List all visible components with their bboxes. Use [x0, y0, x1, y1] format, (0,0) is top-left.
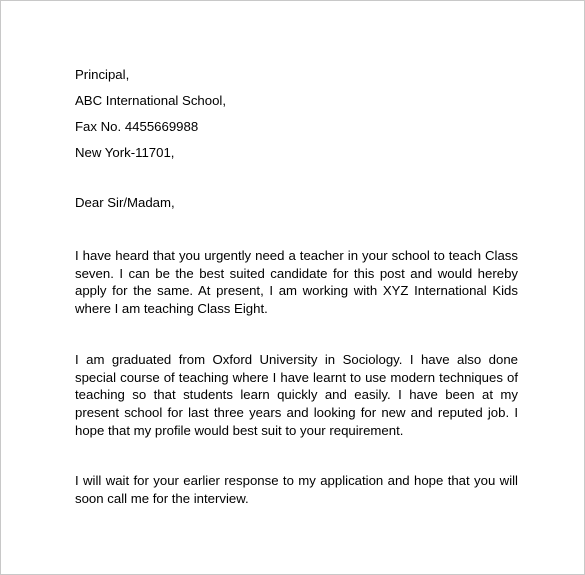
paragraph-intro: I have heard that you urgently need a teacher in your school to teach Class seven. I can be the best suited candidate for this post and would hereby apply for the same. At present, I am working with XYZ International Kids where I am teaching Class Eight. — [75, 248, 518, 317]
recipient-fax: Fax No. 4455669988 — [75, 119, 199, 134]
salutation: Dear Sir/Madam, — [75, 195, 175, 210]
recipient-city: New York-11701, — [75, 145, 175, 160]
paragraph-qualifications: I am graduated from Oxford University in Sociology. I have also done special course of teaching where I have learnt to use modern techniques of teaching so that students learn quickly and easily. I have been at my present school for last three years and looking for new and reputed job. I hope that my profile would best suit to your requirement. — [75, 352, 518, 438]
paragraph-closing: I will wait for your earlier response to my application and hope that you will soon call me for the interview. — [75, 473, 518, 506]
recipient-school: ABC International School, — [75, 93, 227, 108]
recipient-title: Principal, — [75, 67, 130, 82]
